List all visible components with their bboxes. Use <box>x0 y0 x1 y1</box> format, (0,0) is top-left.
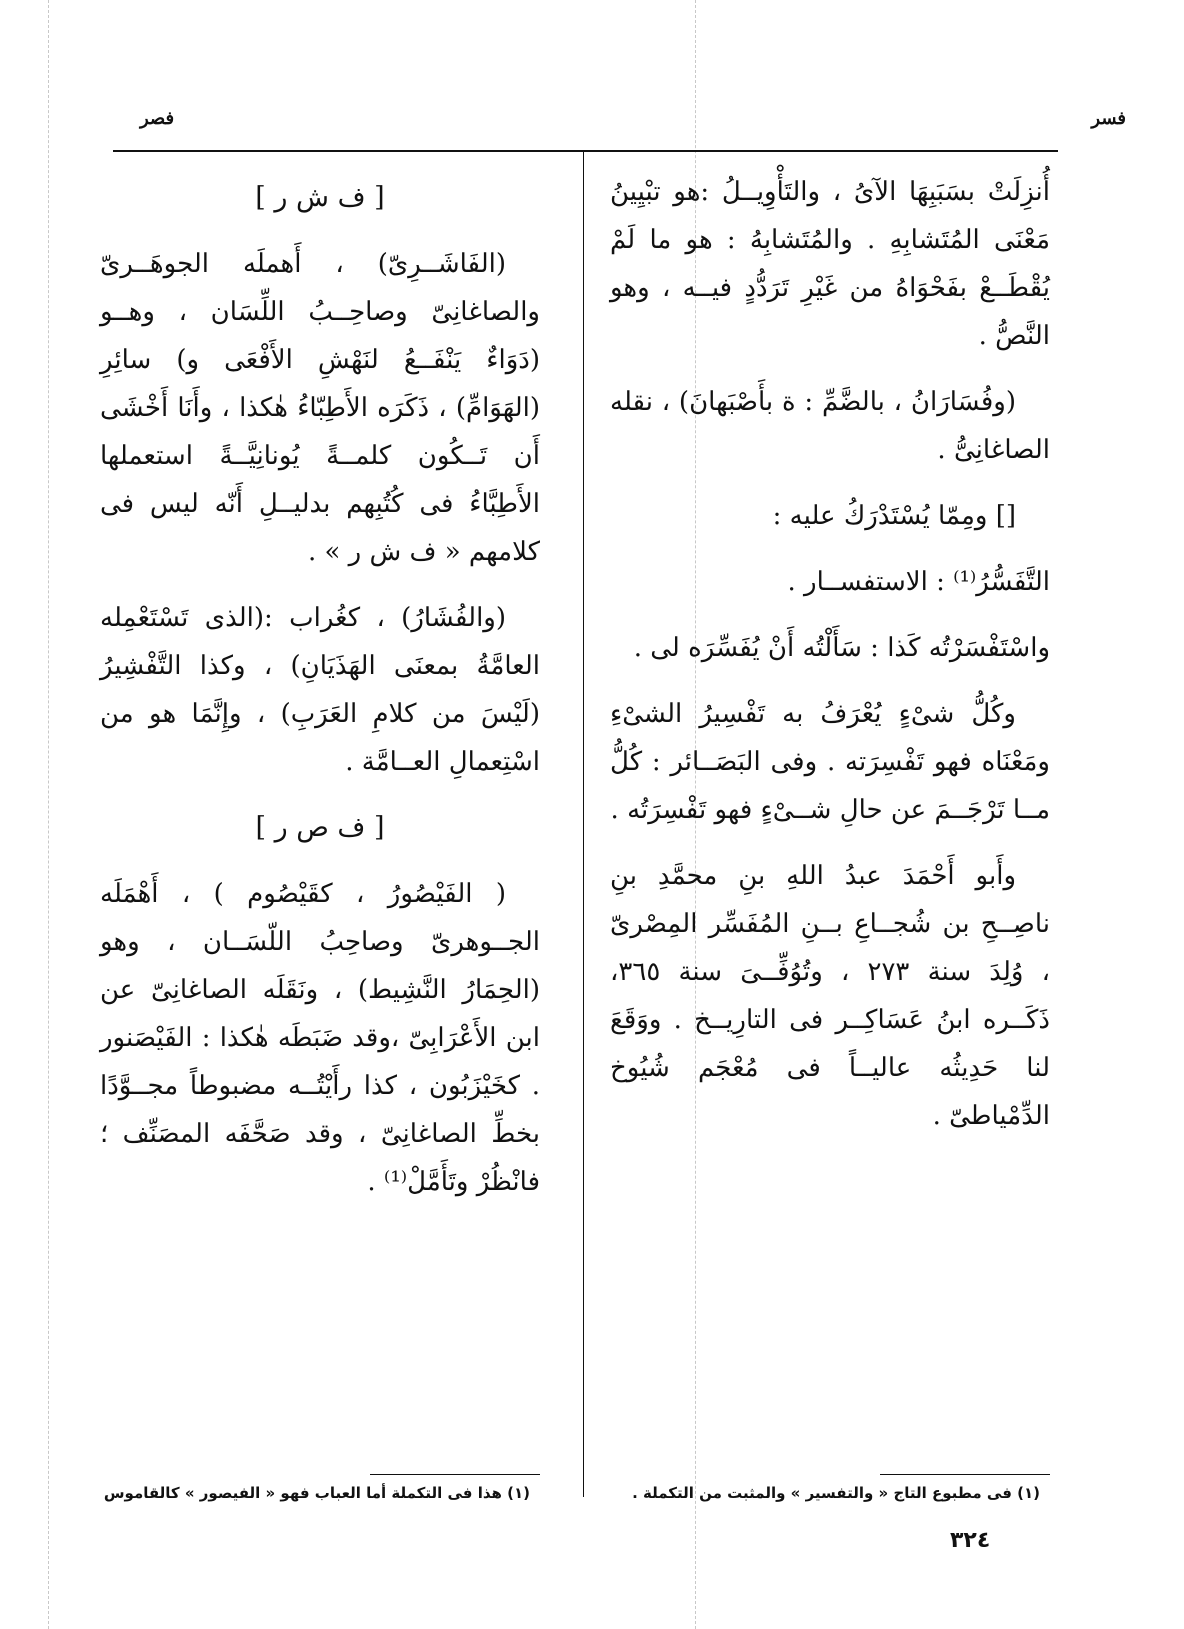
footnote-right: (١) فى مطبوع التاج « والتفسير » والمثبت من التكملة . <box>632 1484 1040 1502</box>
right-paragraph-5: واسْتَفْسَرْتُه كَذا : سَأَلْتُه أَنْ يُفَسِّرَه لى . <box>633 633 1050 663</box>
footnote-rule-right <box>880 1474 1050 1475</box>
scan-fold-line <box>48 0 49 1629</box>
column-divider <box>583 152 584 1497</box>
page-number: ٣٢٤ <box>950 1528 991 1553</box>
left-paragraph-3: ( الفَيْصُورُ ، كقَيْصُوم ) ، أَهْمَلَه الجــوهرىّ وصاحِبُ اللّسَــان ، وهو (الحِمَارُ النَّشِيط) ، ونَقَلَه الصاغانِىّ عن ابن الأَعْرَابِىّ ،وقد ضَبَطَه هٰكذا : الفَيْصَنور . كخَيْزَبُون ، كذا رأَيْتُــه مضبوطاً مجــوَّدًا بخطِّ الصاغانِىّ ، وقد صَحَّفَه المصَنِّف ؛ فانْظُرْ وتَأَمَّلْ⁽¹⁾ . <box>100 879 540 1197</box>
footnote-left: (١) هذا فى التكملة أما العباب فهو « الفيصور » كالقاموس <box>103 1484 530 1502</box>
right-paragraph-7: وأَبو أَحْمَدَ عبدُ اللهِ بنِ محمَّدِ بنِ ناصِــحِ بن شُجــاعِ بــنِ المُفَسِّر المِصْرىّ ، وُلِدَ سنة ٢٧٣ ، وتُوُفِّــىَ سنة ٣٦٥، ذَكَــره ابنُ عَسَاكِــر فى التارِيــخ . ووَقَعَ لنا حَدِيثُه عاليــاً فى مُعْجَم شُيُوخ الدِّمْياطىّ . <box>610 861 1050 1131</box>
right-paragraph-3: [] ومِمّا يُسْتَدْرَكُ عليه : <box>772 501 1016 531</box>
header-rule <box>113 150 1058 152</box>
right-paragraph-4: التَّفَسُّرُ⁽¹⁾ : الاستفســار . <box>787 567 1050 597</box>
section-title-fsr: [ ف ص ر ] <box>255 812 385 843</box>
left-paragraph-2: (والفُشَارُ) ، كغُراب :(الذى تَسْتَعْمِله العامَّةُ بمعنَى الهَذَيَانِ) ، وكذا التَّفْشِيرُ (لَيْسَ من كلامِ العَرَبِ) ، وإِنَّمَا هو من اسْتِعمالِ العــامَّة . <box>100 603 540 777</box>
section-title-fshr: [ ف ش ر ] <box>255 182 385 213</box>
right-paragraph-2: (وفُسَارَانُ ، بالضَّمِّ : ة بأَصْبَهانَ) ، نقله الصاغانِىُّ . <box>610 387 1050 465</box>
left-paragraph-1: (الفَاشَــرِىّ) ، أَهملَه الجوهَــرىّ والصاغانِىّ وصاحِــبُ اللِّسَان ، وهــو (دَوَاءٌ يَنْفَــعُ لنَهْشِ الأَفْعَى و) سائِرِ (الهَوَامِّ) ، ذَكَرَه الأَطِبّاءُ هٰكذا ، وأَنَا أَخْشَى أَن تَــكُون كلمــةً يُونانِيَّــةً استعملها الأَطِبَّاءُ فى كُتُبِهم بدليــلِ أَنّه ليس فى كلامهم « ف ش ر » . <box>100 249 540 567</box>
running-head-right: فسر <box>1091 108 1126 129</box>
running-head-left: فصر <box>140 108 175 129</box>
right-paragraph-1: أُنزِلَتْ بسَبَبِهَا الآىُ ، والتَأْوِيــلُ :هو تبْيِينُ مَعْنَى المُتَشابِهِ . والمُتَشابِهُ : هو ما لَمْ يُقْطَــعْ بفَحْوَاهُ من غَيْرِ تَرَدُّدٍ فيــه ، وهو النَّصُّ . <box>610 177 1050 351</box>
right-column <box>610 168 1050 1158</box>
left-column <box>100 168 540 1224</box>
footnote-rule-left <box>370 1474 540 1475</box>
right-paragraph-6: وكُلُّ شىْءٍ يُعْرَفُ به تَفْسِيرُ الشىْءِ ومَعْنَاه فهو تَفْسِرَته . وفى البَصَــائر : كُلُّ مــا تَرْجَــمَ عن حالِ شــىْءٍ فهو تَفْسِرَتُه . <box>610 699 1050 825</box>
